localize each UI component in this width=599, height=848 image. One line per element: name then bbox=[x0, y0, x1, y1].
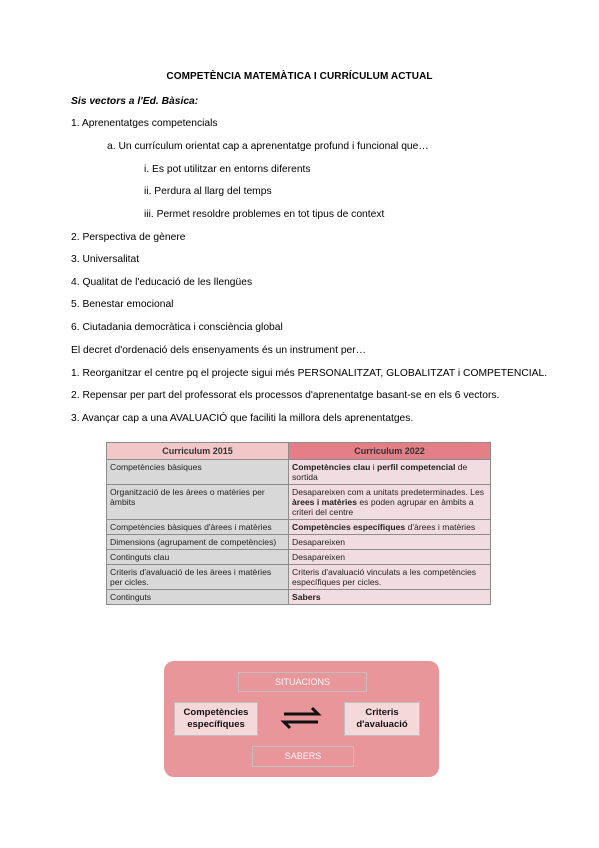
double-arrow-icon bbox=[278, 705, 324, 731]
table-row bbox=[107, 590, 491, 605]
cell-bold: Competències específiques bbox=[292, 522, 406, 532]
vectors-heading: Sis vectors a l'Ed. Bàsica: bbox=[71, 96, 199, 107]
vector-1a-i: i. Es pot utilitzar en entorns diferents bbox=[144, 164, 311, 175]
competencies-box: Competències específiques bbox=[174, 702, 258, 736]
page-title: COMPETÈNCIA MATEMÀTICA I CURRÍCULUM ACTUAL bbox=[166, 71, 433, 82]
decree-point-1: 1. Reorganitzar el centre pq el projecte sigui més PERSONALITZAT, GLOBALITZAT i COMPETENCIAL. bbox=[71, 368, 548, 379]
situacions-box: SITUACIONS bbox=[238, 672, 367, 692]
cell-2015: Competències bàsiques bbox=[107, 460, 289, 485]
curriculum-comparison-table bbox=[106, 442, 491, 605]
cell-text: i bbox=[370, 462, 378, 472]
table-row bbox=[107, 550, 491, 565]
cell-2015: Criteris d'avaluació de les àrees i matèries per cicles. bbox=[107, 565, 289, 590]
vector-5: 5. Benestar emocional bbox=[71, 299, 174, 310]
cell-2022 bbox=[289, 485, 491, 520]
cell-2022: Desapareixen bbox=[289, 535, 491, 550]
decree-point-3: 3. Avançar cap a una AVALUACIÓ que faciliti la millora dels aprenentatges. bbox=[71, 413, 414, 424]
cell-text: es poden agrupar en àmbits a criteri del centre bbox=[292, 497, 474, 517]
cell-2022: Desapareixen bbox=[289, 550, 491, 565]
cell-2022 bbox=[289, 590, 491, 605]
cell-2015: Dimensions (agrupament de competències) bbox=[107, 535, 289, 550]
column-header-2015: Curriculum 2015 bbox=[107, 443, 289, 460]
cell-bold: perfil competencial bbox=[377, 462, 456, 472]
cell-bold: Competències clau bbox=[292, 462, 371, 472]
decree-intro: El decret d'ordenació dels ensenyaments és un instrument per… bbox=[71, 345, 367, 356]
cell-text: de sortida bbox=[292, 462, 468, 482]
sabers-box: SABERS bbox=[252, 746, 354, 767]
vector-2: 2. Perspectiva de gènere bbox=[71, 232, 186, 243]
criteris-box: Criteris d'avaluació bbox=[344, 702, 420, 736]
column-header-2022: Curriculum 2022 bbox=[289, 443, 491, 460]
cell-2022 bbox=[289, 520, 491, 535]
vector-4: 4. Qualitat de l'educació de les llengües bbox=[71, 277, 253, 288]
vector-1a: a. Un currículum orientat cap a aprenentatge profund i funcional que… bbox=[107, 141, 429, 152]
table-row bbox=[107, 520, 491, 535]
table-header-row bbox=[107, 443, 491, 460]
vector-3: 3. Universalitat bbox=[71, 254, 140, 265]
cell-text: Desapareixen com a unitats predeterminades. Les bbox=[292, 487, 485, 497]
cell-2015: Continguts bbox=[107, 590, 289, 605]
vector-1: 1. Aprenentatges competencials bbox=[71, 118, 218, 129]
cell-bold: àrees i matèries bbox=[292, 497, 357, 507]
decree-point-2: 2. Repensar per part del professorat els processos d'aprenentatge basant-se en els 6 vectors. bbox=[71, 390, 500, 401]
curriculum-diagram bbox=[164, 661, 439, 777]
cell-2015: Competències bàsiques d'àrees i matèries bbox=[107, 520, 289, 535]
cell-2015: Organització de les àrees o matèries per àmbits bbox=[107, 485, 289, 520]
table-row bbox=[107, 485, 491, 520]
cell-bold: Sabers bbox=[292, 592, 321, 602]
vector-1a-iii: iii. Permet resoldre problemes en tot tipus de context bbox=[144, 209, 385, 220]
table-row bbox=[107, 535, 491, 550]
table-row bbox=[107, 460, 491, 485]
vector-6: 6. Ciutadania democràtica i consciència global bbox=[71, 322, 283, 333]
cell-2015: Continguts clau bbox=[107, 550, 289, 565]
cell-2022 bbox=[289, 460, 491, 485]
cell-text: d'àrees i matèries bbox=[405, 522, 476, 532]
cell-2022: Criteris d'avaluació vinculats a les competències específiques per cicles. bbox=[289, 565, 491, 590]
vector-1a-ii: ii. Perdura al llarg del temps bbox=[144, 186, 272, 197]
table-row bbox=[107, 565, 491, 590]
